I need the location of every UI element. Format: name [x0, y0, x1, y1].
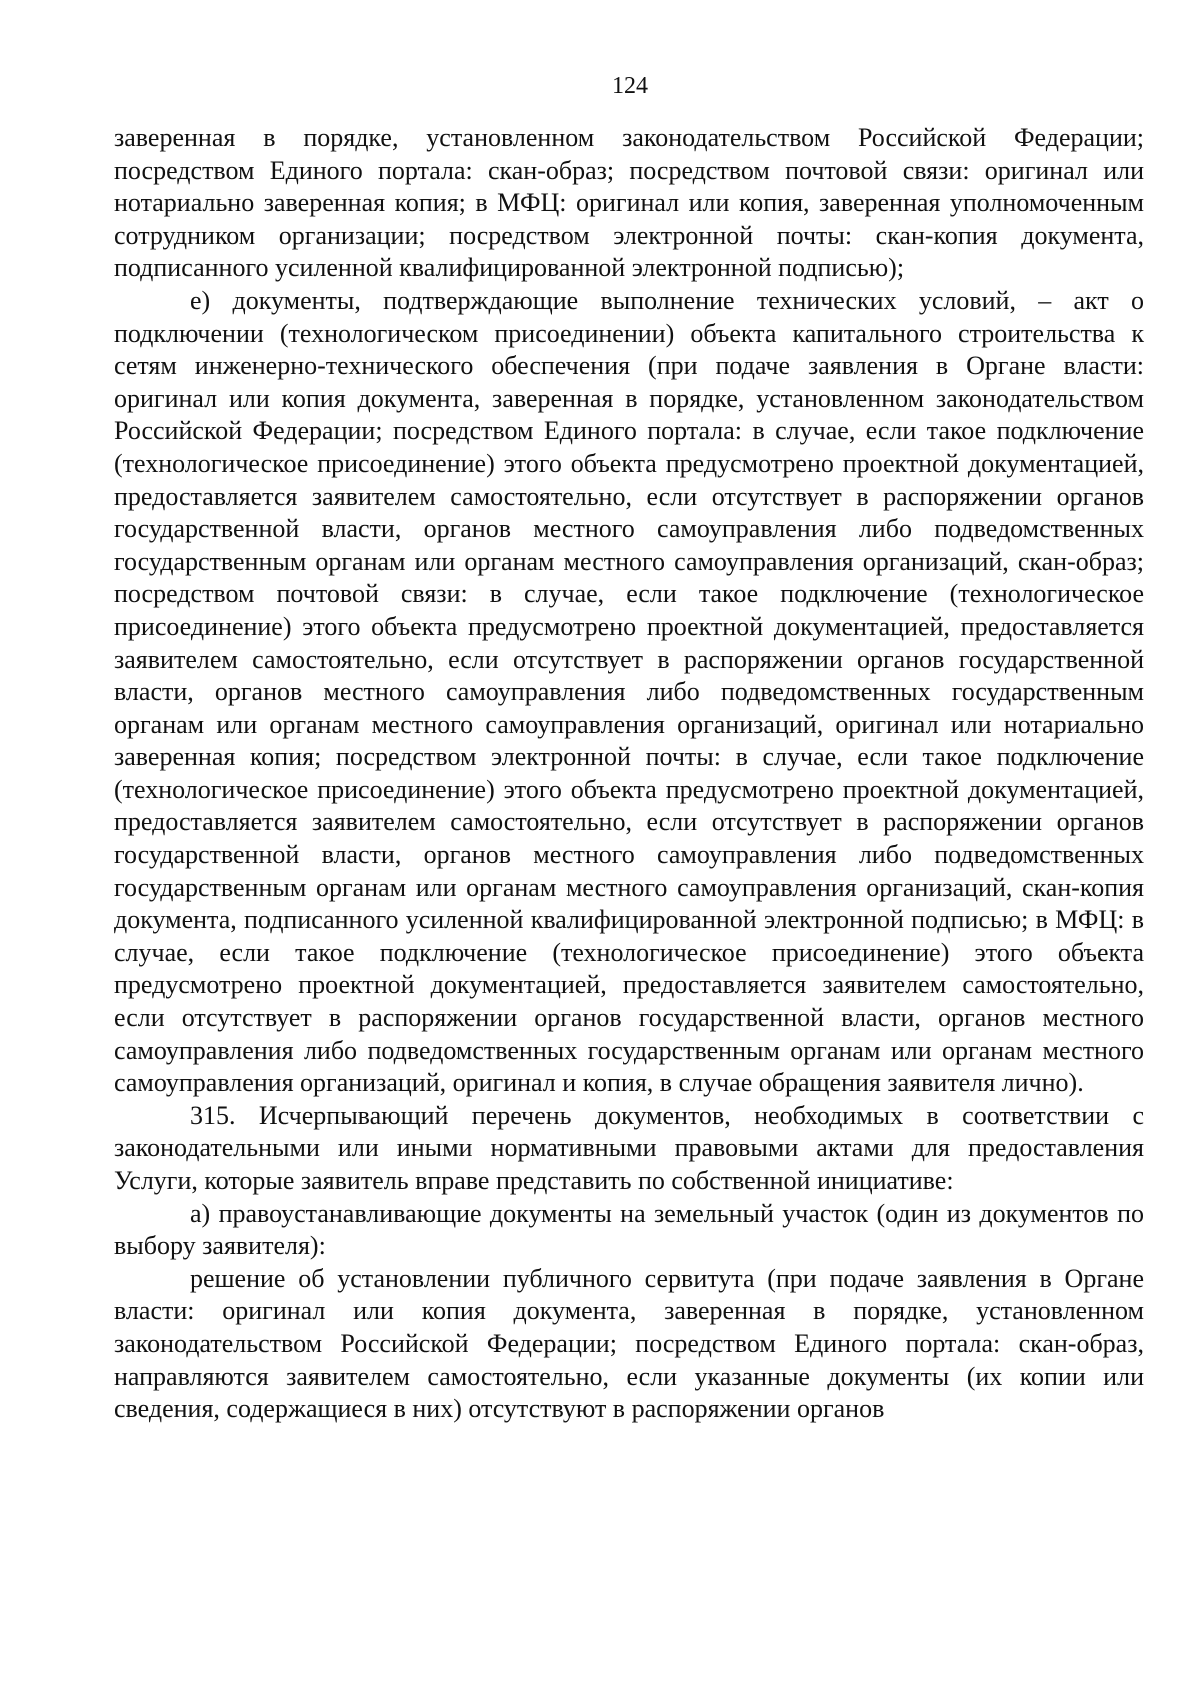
paragraph-public-servitude: решение об установлении публичного сервитута (при подаче заявления в Органе власти: оригинал или копия документа, заверенная в порядке, установленном законодательством Российской Федерации; посредством Единого портала: скан-образ, направляются заявителем самостоятельно, если указанные документы (их копии или сведения, содержащиеся в них) отсутствуют в распоряжении органов — [114, 1263, 1144, 1424]
document-body — [114, 122, 1144, 1426]
paragraph-item-a: а) правоустанавливающие документы на земельный участок (один из документов по выбору заявителя): — [114, 1198, 1144, 1261]
paragraph-continuation: заверенная в порядке, установленном законодательством Российской Федерации; посредством Единого портала: скан-образ; посредством почтовой связи: оригинал или нотариально заверенная копия; в МФЦ: оригинал или копия, заверенная уполномоченным сотрудником организации; посредством электронной почты: скан-копия документа, подписанного усиленной квалифицированной электронной подписью); — [114, 123, 1144, 283]
paragraph-item-e: е) документы, подтверждающие выполнение технических условий, – акт о подключении (технологическом присоединении) объекта капитального строительства к сетям инженерно-технического обеспечения (при подаче заявления в Органе власти: оригинал или копия документа, заверенная в порядке, установленном законодательством Российской Федерации; посредством Единого портала: в случае, если такое подключение (технологическое присоединение) этого объекта предусмотрено проектной документацией, предоставляется заявителем самостоятельно, если отсутствует в распоряжении органов государственной власти, органов местного самоуправления либо подведомственных государственным органам или органам местного самоуправления организаций, скан-образ; посредством почтовой связи: в случае, если такое подключение (технологическое присоединение) этого объекта предусмотрено проектной документацией, предоставляется заявителем самостоятельно, если отсутствует в распоряжении органов государственной власти, органов местного самоуправления либо подведомственных государственным органам или органам местного самоуправления организаций, оригинал или нотариально заверенная копия; посредством электронной почты: в случае, если такое подключение (технологическое присоединение) этого объекта предусмотрено проектной документацией, предоставляется заявителем самостоятельно, если отсутствует в распоряжении органов государственной власти, органов местного самоуправления либо подведомственных государственным органам или органам местного самоуправления организаций, скан-копия документа, подписанного усиленной квалифицированной электронной подписью; в МФЦ: в случае, если такое подключение (технологическое присоединение) этого объекта предусмотрено проектной документацией, предоставляется заявителем самостоятельно, если отсутствует в распоряжении органов государственной власти, органов местного самоуправления либо подведомственных государственным органам или органам местного самоуправления организаций, оригинал и копия, в случае обращения заявителя лично). — [114, 285, 1144, 1098]
page-number: 124 — [612, 73, 648, 99]
paragraph-315: 315. Исчерпывающий перечень документов, необходимых в соответствии с законодательными или иными нормативными правовыми актами для предоставления Услуги, которые заявитель вправе представить по собственной инициативе: — [114, 1100, 1144, 1195]
